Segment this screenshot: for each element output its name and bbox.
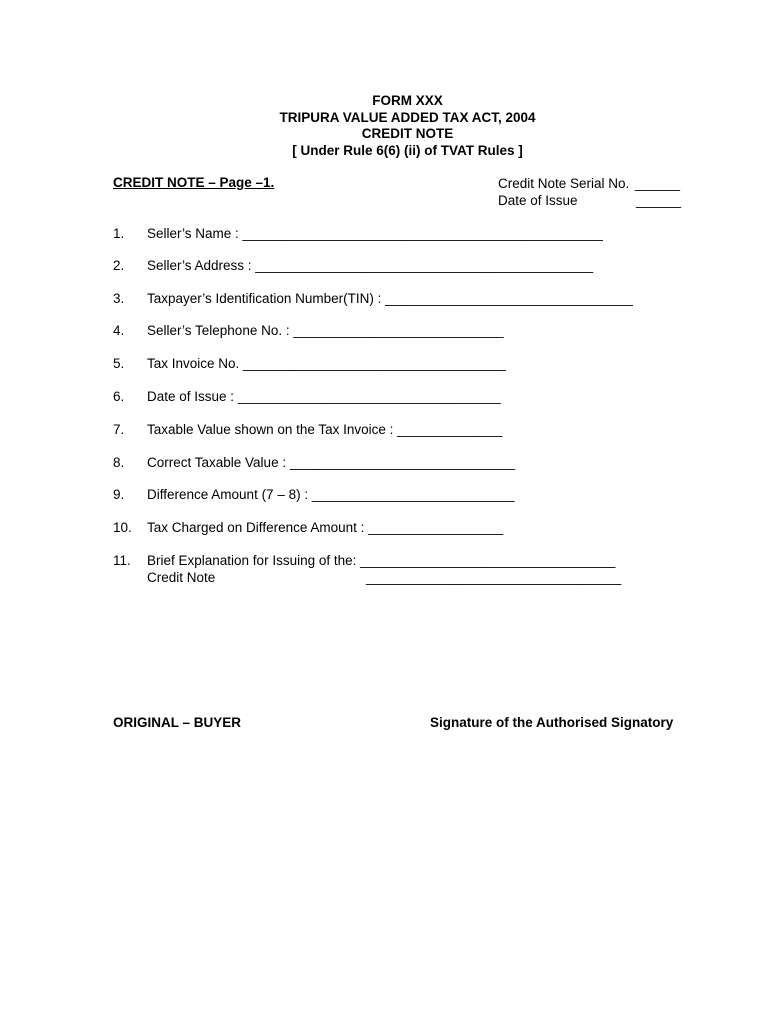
item-text: Difference Amount (7 – 8) : ___________________________ xyxy=(147,487,515,502)
form-header xyxy=(0,93,770,159)
item-text: Brief Explanation for Issuing of the: __________________________________ xyxy=(147,553,616,568)
item-number: 11. xyxy=(113,553,131,568)
item-number: 4. xyxy=(113,323,125,338)
item-text: Correct Taxable Value : ______________________________ xyxy=(147,455,516,470)
act-title: TRIPURA VALUE ADDED TAX ACT, 2004 xyxy=(279,109,536,125)
item-number: 5. xyxy=(113,356,125,371)
date-of-issue-row xyxy=(498,192,686,209)
copy-designation: ORIGINAL – BUYER xyxy=(113,715,242,730)
serial-number-label: Credit Note Serial No. xyxy=(498,176,630,191)
document-title: CREDIT NOTE xyxy=(361,126,454,142)
item-number: 8. xyxy=(113,455,125,470)
item-number: 6. xyxy=(113,389,125,404)
serial-number-field[interactable]: ______ xyxy=(635,176,681,191)
item-text: Tax Charged on Difference Amount : __________________ xyxy=(147,520,504,535)
rule-reference: [ Under Rule 6(6) (ii) of TVAT Rules ] xyxy=(292,142,523,158)
date-of-issue-field[interactable]: ______ xyxy=(636,193,682,208)
item-text: Taxable Value shown on the Tax Invoice : ______________ xyxy=(147,422,503,437)
item-number: 1. xyxy=(113,226,125,241)
item-text-continuation: Credit Note xyxy=(147,570,216,585)
item-number: 7. xyxy=(113,422,125,437)
item-text: Date of Issue : ___________________________________ xyxy=(147,389,501,404)
item-text: Seller’s Address : _____________________________________________ xyxy=(147,258,594,273)
item-number: 2. xyxy=(113,258,125,273)
item-text: Taxpayer’s Identification Number(TIN) : _________________________________ xyxy=(147,291,633,306)
credit-note-page-label: CREDIT NOTE – Page –1. xyxy=(113,175,275,190)
item-number: 3. xyxy=(113,291,125,306)
serial-block xyxy=(498,175,686,209)
item-text: Seller’s Telephone No. : ____________________________ xyxy=(147,323,504,338)
date-of-issue-label: Date of Issue xyxy=(498,193,578,208)
item-number: 10. xyxy=(113,520,132,535)
item-text: Tax Invoice No. ___________________________________ xyxy=(147,356,506,371)
item-blank-continuation: __________________________________ xyxy=(366,570,622,585)
form-number: FORM XXX xyxy=(372,93,443,108)
signature-label: Signature of the Authorised Signatory xyxy=(430,715,674,730)
item-number: 9. xyxy=(113,487,125,502)
serial-number-row xyxy=(498,175,686,192)
item-text: Seller’s Name : ________________________________________________ xyxy=(147,226,603,241)
